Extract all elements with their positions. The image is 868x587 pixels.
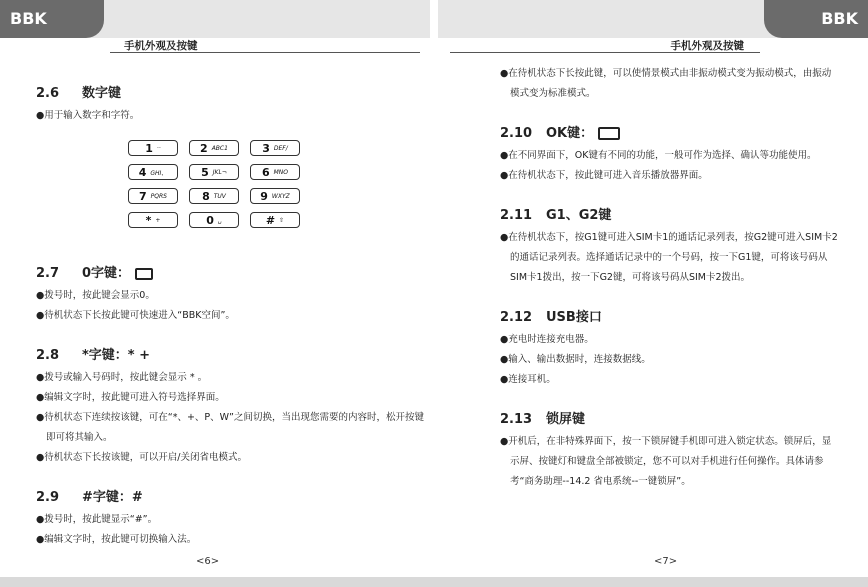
section-title-right: 手机外观及按键: [670, 40, 744, 52]
heading-text: *字键：* +: [82, 348, 151, 363]
paragraph: ● 在待机状态下长按此键，可以使情景模式由非振动模式变为振动模式，由振动模式变为标准模式。: [500, 64, 840, 104]
paragraph: ● 充电时连接充电器。: [500, 330, 840, 350]
keypad-row: [128, 164, 300, 180]
paragraph: ● 编辑文字时，按此键可切换输入法。: [36, 530, 426, 550]
heading-number: 2.8: [36, 348, 60, 363]
heading-number: 2.6: [36, 86, 60, 101]
keypad-row: [128, 212, 300, 228]
heading-2-12: [500, 306, 840, 330]
heading-number: 2.12: [500, 310, 533, 325]
key-5: 5 JKL¬: [189, 164, 239, 180]
left-page: [36, 82, 426, 126]
header-rule-right: [450, 52, 760, 53]
paragraph: ● 待机状态下连续按该键，可在“*、+、P、W”之间切换，当出现您需要的内容时，松开按键即可将其输入。: [36, 408, 426, 448]
heading-text: G1、G2键: [546, 208, 612, 223]
ok-key-icon: [598, 127, 620, 140]
key-star: * +: [128, 212, 178, 228]
keypad-row: [128, 140, 300, 156]
left-page-lower: [36, 262, 426, 550]
paragraph: ● 编辑文字时，按此键可进入符号选择界面。: [36, 388, 426, 408]
key-hash: # ⇧: [250, 212, 300, 228]
brand-tab-left: BBK K302: [0, 0, 104, 38]
heading-number: 2.11: [500, 208, 533, 223]
key-2: 2 ABC1: [189, 140, 239, 156]
heading-number: 2.13: [500, 412, 533, 427]
page-number-right: <7>: [654, 556, 678, 567]
heading-number: 2.7: [36, 266, 60, 281]
paragraph: ● 连接耳机。: [500, 370, 840, 390]
heading-2-8: [36, 344, 426, 368]
keypad-row: [128, 188, 300, 204]
header-rule-left: [110, 52, 420, 53]
heading-2-9: [36, 486, 426, 510]
paragraph: ● 在待机状态下，按此键可进入音乐播放器界面。: [500, 166, 840, 186]
section-title-left: 手机外观及按键: [124, 40, 198, 52]
paragraph: ● 待机状态下长按此键可快速进入“BBK空间”。: [36, 306, 426, 326]
key-7: 7 PQRS: [128, 188, 178, 204]
paragraph: ● 输入、输出数据时，连接数据线。: [500, 350, 840, 370]
heading-text: USB接口: [546, 310, 602, 325]
paragraph: ● 在不同界面下，OK键有不同的功能，一般可作为选择、确认等功能使用。: [500, 146, 840, 166]
heading-number: 2.9: [36, 490, 60, 505]
heading-2-11: [500, 204, 840, 228]
key-1: 1 ··: [128, 140, 178, 156]
heading-text: 锁屏键: [546, 412, 586, 427]
heading-text: 0字键：: [82, 266, 131, 281]
heading-2-7: [36, 262, 426, 286]
paragraph: ● 用于输入数字和字符。: [36, 106, 426, 126]
heading-2-6: [36, 82, 426, 106]
heading-2-10: [500, 122, 840, 146]
paragraph: ● 拨号时，按此键显示“#”。: [36, 510, 426, 530]
heading-number: 2.10: [500, 126, 533, 141]
keypad-illustration: [128, 140, 300, 236]
heading-text: OK键：: [546, 126, 594, 141]
footer-band: [0, 577, 868, 587]
key-8: 8 TUV: [189, 188, 239, 204]
heading-2-13: [500, 408, 840, 432]
paragraph: ● 在待机状态下，按G1键可进入SIM卡1的通话记录列表，按G2键可进入SIM卡2的通话记录列表。选择通话记录中的一个号码，按一下G1键，可将该号码从SIM卡1拨出，按一下G2键，可将该号码从SIM卡2拨出。: [500, 228, 840, 288]
zero-key-icon: [135, 268, 153, 280]
key-3: 3 DEF/: [250, 140, 300, 156]
paragraph: ● 拨号时，按此键会显示0。: [36, 286, 426, 306]
right-page: [500, 64, 840, 492]
paragraph: ● 拨号或输入号码时，按此键会显示 * 。: [36, 368, 426, 388]
key-6: 6 MNO: [250, 164, 300, 180]
heading-text: #字键：#: [82, 490, 143, 505]
heading-text: 数字键: [82, 86, 122, 101]
paragraph: ● 待机状态下长按该键，可以开启/关闭省电模式。: [36, 448, 426, 468]
key-9: 9 WXYZ: [250, 188, 300, 204]
brand-tab-right: BBK K302: [764, 0, 868, 38]
key-0: 0 ␣: [189, 212, 239, 228]
page-number-left: <6>: [196, 556, 220, 567]
paragraph: ● 开机后，在非特殊界面下，按一下锁屏键手机即可进入锁定状态。锁屏后，显示屏、按键灯和键盘全部被锁定，您不可以对手机进行任何操作。具体请参考“商务助理--14.2 省电系统--一键锁屏”。: [500, 432, 840, 492]
key-4: 4 GHI、: [128, 164, 178, 180]
